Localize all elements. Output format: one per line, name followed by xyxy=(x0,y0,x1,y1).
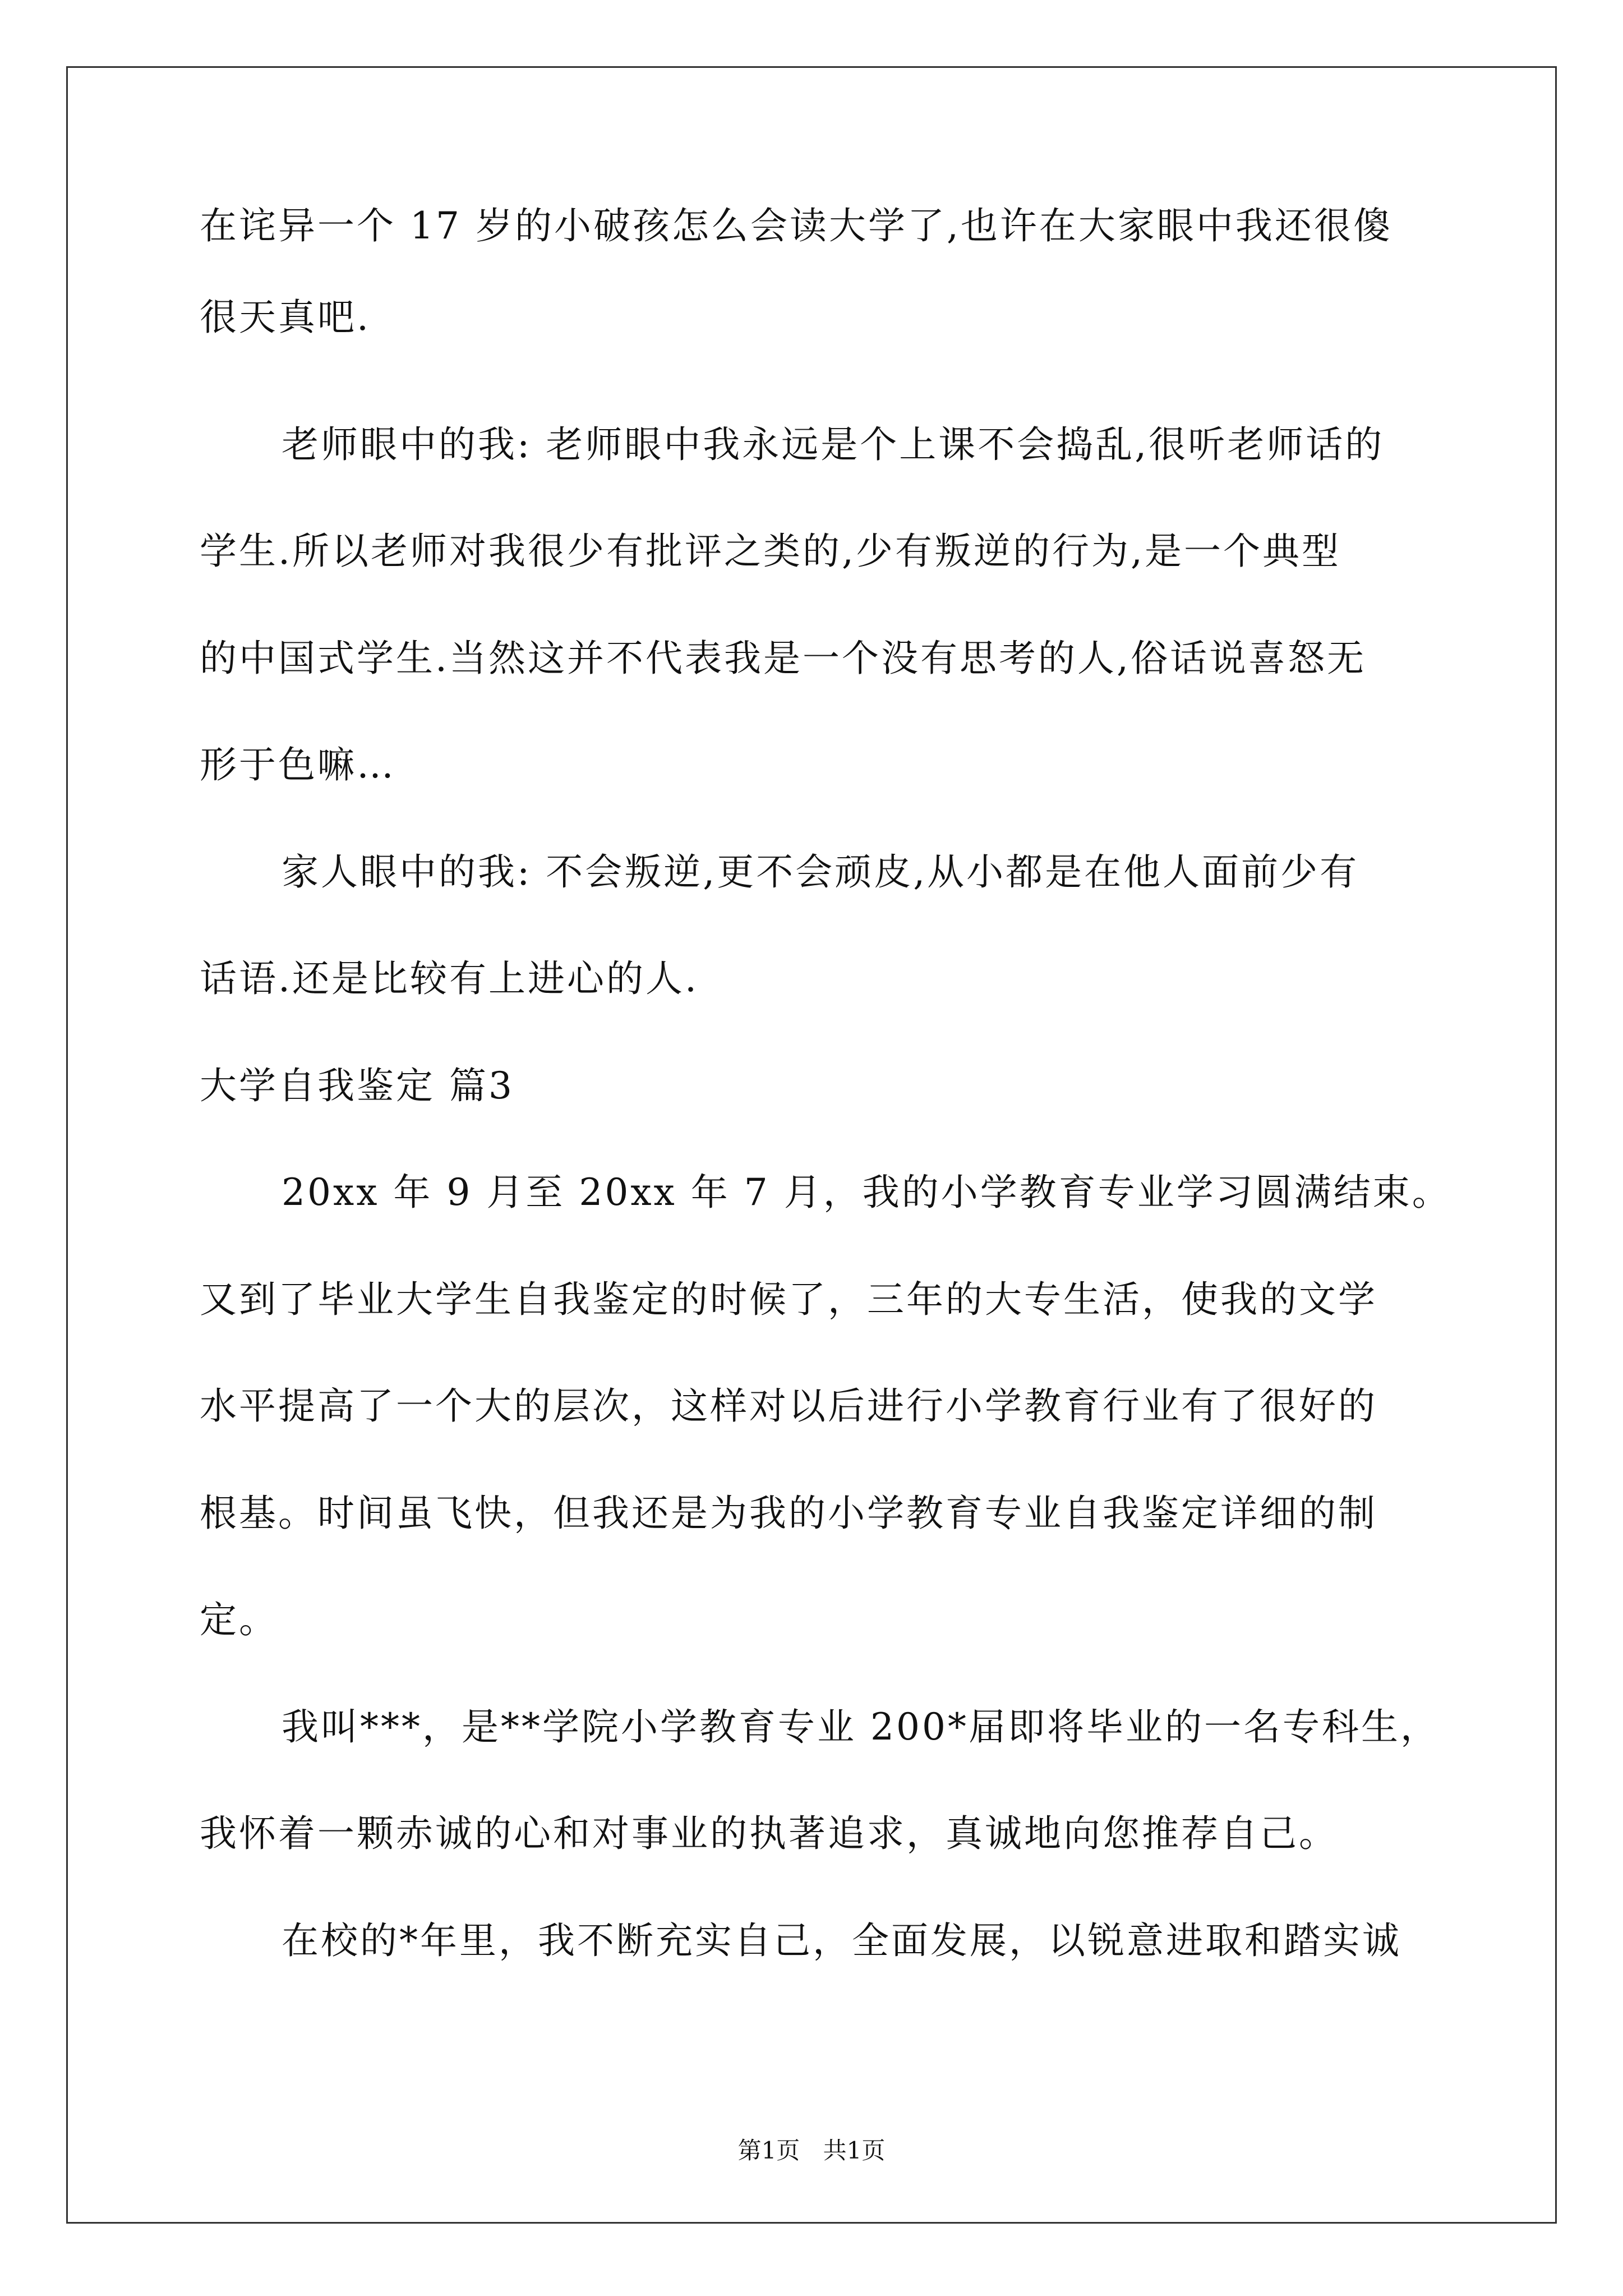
paragraph-line: 老师眼中的我: 老师眼中我永远是个上课不会捣乱,很听老师话的 xyxy=(282,423,1385,466)
paragraph-line: 20xx 年 9 月至 20xx 年 7 月，我的小学教育专业学习圆满结束。 xyxy=(282,1171,1451,1214)
paragraph-line: 形于色嘛… xyxy=(200,743,396,786)
page-total: 共1页 xyxy=(823,2137,886,2164)
paragraph-line: 我怀着一颗赤诚的心和对事业的执著追求，真诚地向您推荐自己。 xyxy=(200,1812,1338,1855)
paragraph-line: 在诧异一个 17 岁的小破孩怎么会读大学了,也许在大家眼中我还很傻 xyxy=(200,204,1393,247)
paragraph-line: 家人眼中的我: 不会叛逆,更不会顽皮,从小都是在他人面前少有 xyxy=(282,850,1359,894)
paragraph-line: 学生.所以老师对我很少有批评之类的,少有叛逆的行为,是一个典型 xyxy=(200,530,1341,573)
paragraph-line: 的中国式学生.当然这并不代表我是一个没有思考的人,俗话说喜怒无 xyxy=(200,637,1366,680)
paragraph-line: 话语.还是比较有上进心的人. xyxy=(200,957,699,1000)
paragraph-line: 在校的*年里，我不断充实自己，全面发展，以锐意进取和踏实诚 xyxy=(282,1919,1401,1962)
paragraph-line: 根基。时间虽飞快，但我还是为我的小学教育专业自我鉴定详细的制 xyxy=(200,1492,1377,1535)
page-border xyxy=(66,66,1557,2224)
paragraph-line: 水平提高了一个大的层次，这样对以后进行小学教育行业有了很好的 xyxy=(200,1384,1377,1428)
paragraph-line: 又到了毕业大学生自我鉴定的时候了，三年的大专生活，使我的文学 xyxy=(200,1278,1377,1321)
page-footer xyxy=(0,2139,1623,2162)
paragraph-line: 定。 xyxy=(200,1598,278,1641)
section-heading: 大学自我鉴定 篇3 xyxy=(200,1064,514,1107)
paragraph-line: 很天真吧. xyxy=(200,296,371,339)
paragraph-line: 我叫***，是**学院小学教育专业 200*届即将毕业的一名专科生， xyxy=(282,1705,1440,1749)
page-number: 第1页 xyxy=(737,2137,800,2164)
